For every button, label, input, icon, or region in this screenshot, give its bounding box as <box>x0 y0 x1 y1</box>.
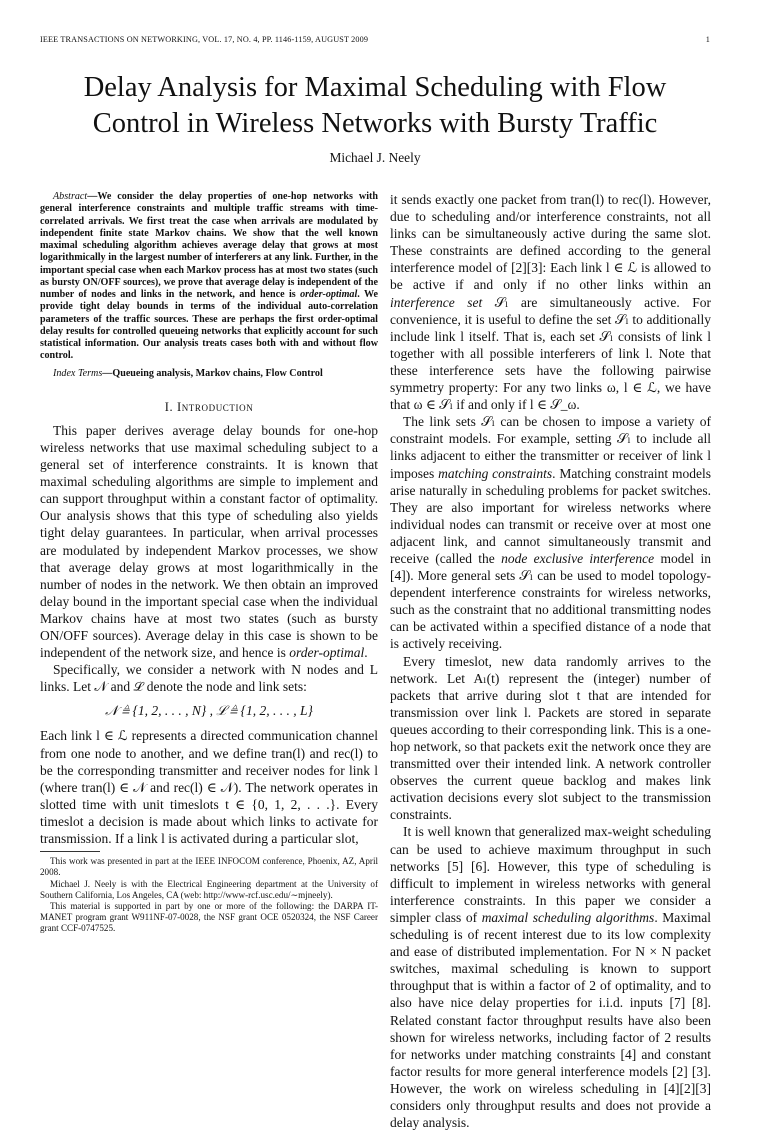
right-paragraph-4 <box>390 823 711 1131</box>
footnote-rule <box>40 851 100 852</box>
footnote-funding: This material is supported in part by one or more of the following: the DARPA IT-MANET program grant W911NF-07-0028, the NSF grant OCE 0520324, the NSF Career grant CCF-0747525. <box>40 900 378 934</box>
footnote-conference: This work was presented in part at the IEEE INFOCOM conference, Phoenix, AZ, April 2008. <box>40 856 378 878</box>
paper-title <box>40 70 710 142</box>
section-number: I. <box>164 399 174 414</box>
set-definition-equation: 𝒩 ≜ {1, 2, . . . , N} , ℒ ≜ {1, 2, . . . , L} <box>105 703 313 719</box>
right-p4-emphasis: maximal scheduling algorithms <box>481 909 655 925</box>
title-line-2: Control in Wireless Networks with Bursty Traffic <box>92 108 658 139</box>
intro-paragraph-3: Each link l ∈ ℒ represents a directed communication channel from one node to another, and we define tran(l) and rec(l) to be the corresponding transmitter and receiver nodes for link l (where tran(l) ∈ 𝒩 and rec(l) ∈ 𝒩). The network operates in slotted time with unit timeslots t ∈ {0, 1, 2, . . .}. Every timeslot a decision is made about which links to activate for transmission. If a link l is activated during a particular slot, <box>40 728 378 846</box>
index-terms-text: —Queueing analysis, Markov chains, Flow Control <box>102 367 323 379</box>
index-terms-label: Index Terms <box>53 367 103 379</box>
right-p4-text-a: It is well known that generalized max-weight scheduling can be used to achieve maximum throughput in such networks [5] [6]. However, this type of scheduling is difficult to implement in wireless networks with general interference constraints. In this paper we consider a simpler class of <box>390 824 711 925</box>
right-p2-text-a: The link sets 𝒮ₗ can be chosen to impose a variety of constraint models. For example, setting 𝒮ₗ to include all links adjacent to either the transmitter or receiver of link l imposes <box>390 414 711 481</box>
abstract-text-2: . We provide tight delay bounds in terms of the individual auto-correlation parameters of the traffic sources. These are perhaps the first order-optimal delay results for controlled queueing networks that explicitly account for such statistical information. Our analysis treats cases both with and without flow control. <box>40 289 378 362</box>
abstract-label: Abstract <box>53 191 88 202</box>
intro-paragraph-2: Specifically, we consider a network with N nodes and L links. Let 𝒩 and ℒ denote the node and link sets: <box>40 662 378 695</box>
right-paragraph-3: Every timeslot, new data randomly arrives to the network. Let Aₗ(t) represent the (integer) number of packets that arrive during slot t that are intended for transmission over link l. Packets are stored in separate queues according to their corresponding link. This is a one-hop network, so that packets exit the network once they are transmitted over their intended link. A network controller observes the current queue backlog and makes link activation decisions every slot subject to the transmission constraints. <box>390 653 711 823</box>
section-heading <box>40 399 378 416</box>
right-p2-emphasis-1: matching constraints <box>438 465 553 481</box>
right-paragraph-2 <box>390 413 711 652</box>
intro-p1-text: This paper derives average delay bounds for one-hop wireless networks that use maximal scheduling subject to a general set of interference constraints. It is known that maximal scheduling algorithms are simple to implement and can support throughput within a constant factor of optimality. Our analysis shows that this type of scheduling also yields tight delay guarantees. In particular, when arrival processes are modulated by independent Markov processes, we show that average delay grows at most logarithmically in the number of nodes in the network. We then obtain an improved delay bound in the important special case when the individual Markov chains have at most two states (such as bursty ON/OFF sources). Average delay in this case is shown to be independent of the network size, and hence is <box>40 422 378 661</box>
author-name: Michael J. Neely <box>329 150 421 165</box>
right-p1-text-b: 𝒮ₗ are simultaneously active. For convenience, it is useful to define the set 𝒮ₗ to additionally include link l itself. That is, each set 𝒮ₗ consists of link l together with all possible interferers of link l. Note that these interference sets have the following pairwise symmetry property: For any two links ω, l ∈ ℒ, we have that ω ∈ 𝒮ₗ if and only if l ∈ 𝒮_ω. <box>390 294 711 413</box>
intro-paragraph-1 <box>40 422 378 661</box>
footnote-affiliation: Michael J. Neely is with the Electrical Engineering department at the University of Southern California, Los Angeles, CA (web: http://www-rcf.usc.edu/∼mjneely). <box>40 878 378 900</box>
right-p1-text-a: it sends exactly one packet from tran(l) to rec(l). However, due to scheduling and/or interference constraints, not all links can be simultaneously active during the same slot. These constraints are defined according to the general interference model of [2][3]: Each link l ∈ ℒ is allowed to be active if and only if no other links within an <box>390 192 711 293</box>
intro-p1-end: . <box>364 645 368 661</box>
running-header <box>40 35 710 49</box>
right-p2-emphasis-2: node exclusive interference <box>501 550 655 566</box>
left-column <box>40 191 378 935</box>
right-p4-text-b: . Maximal scheduling is of recent interest due to its low complexity and ease of distributed implementation. For N × N packet switches, maximal scheduling is known to support throughput that is within a factor of 2 of optimality, and to also have nice delay properties for i.i.d. inputs [7] [8]. Related constant factor throughput results have also been shown for wireless networks, including factor of 2 results for networks under matching constraints [4] and constant factor results for more general interference models [2] [3]. However, the work on wireless scheduling in [4][2][3] considers only throughput results and does not provide a delay analysis. <box>390 909 711 1131</box>
right-p2-text-c: model in [4]). More general sets 𝒮ₗ can be used to model topology-dependent interference constraints for wireless networks, such as the constraint that no additional transmitting nodes can be activated within a specified distance of a node that is actively receiving. <box>390 550 711 652</box>
right-paragraph-1 <box>390 191 711 413</box>
page-number: 1 <box>705 35 710 44</box>
abstract-text: —We consider the delay properties of one-hop networks with general interference constraints and multiple traffic streams with time-correlated arrivals. We first treat the case when arrivals are modulated by independent finite state Markov chains. We show that the well known maximal scheduling algorithm achieves average delay that grows at most logarithmically in the largest number of interferers at any link. Further, in the important special case when each Markov process has at most two states (such as bursty ON/OFF sources), we prove that average delay is independent of the number of nodes and links in the network, and hence is <box>40 191 378 300</box>
abstract-emphasis: order-optimal <box>300 289 358 300</box>
title-line-1: Delay Analysis for Maximal Scheduling with Flow <box>83 72 667 103</box>
section-title: Introduction <box>176 399 254 414</box>
right-p1-emphasis: interference set <box>390 294 483 310</box>
intro-p1-emphasis: order-optimal <box>289 645 365 661</box>
index-terms <box>40 368 378 380</box>
right-p2-text-b: . Matching constraint models arise naturally in scheduling problems for packet switches. They are also important for wireless networks where individual nodes can transmit or receive over at most one adjacent link, and cannot simultaneously transmit and receive (called the <box>390 465 711 566</box>
journal-citation: IEEE TRANSACTIONS ON NETWORKING, VOL. 17, NO. 4, PP. 1146-1159, AUGUST 2009 <box>40 35 369 44</box>
right-column <box>390 191 711 1131</box>
abstract <box>40 191 378 363</box>
